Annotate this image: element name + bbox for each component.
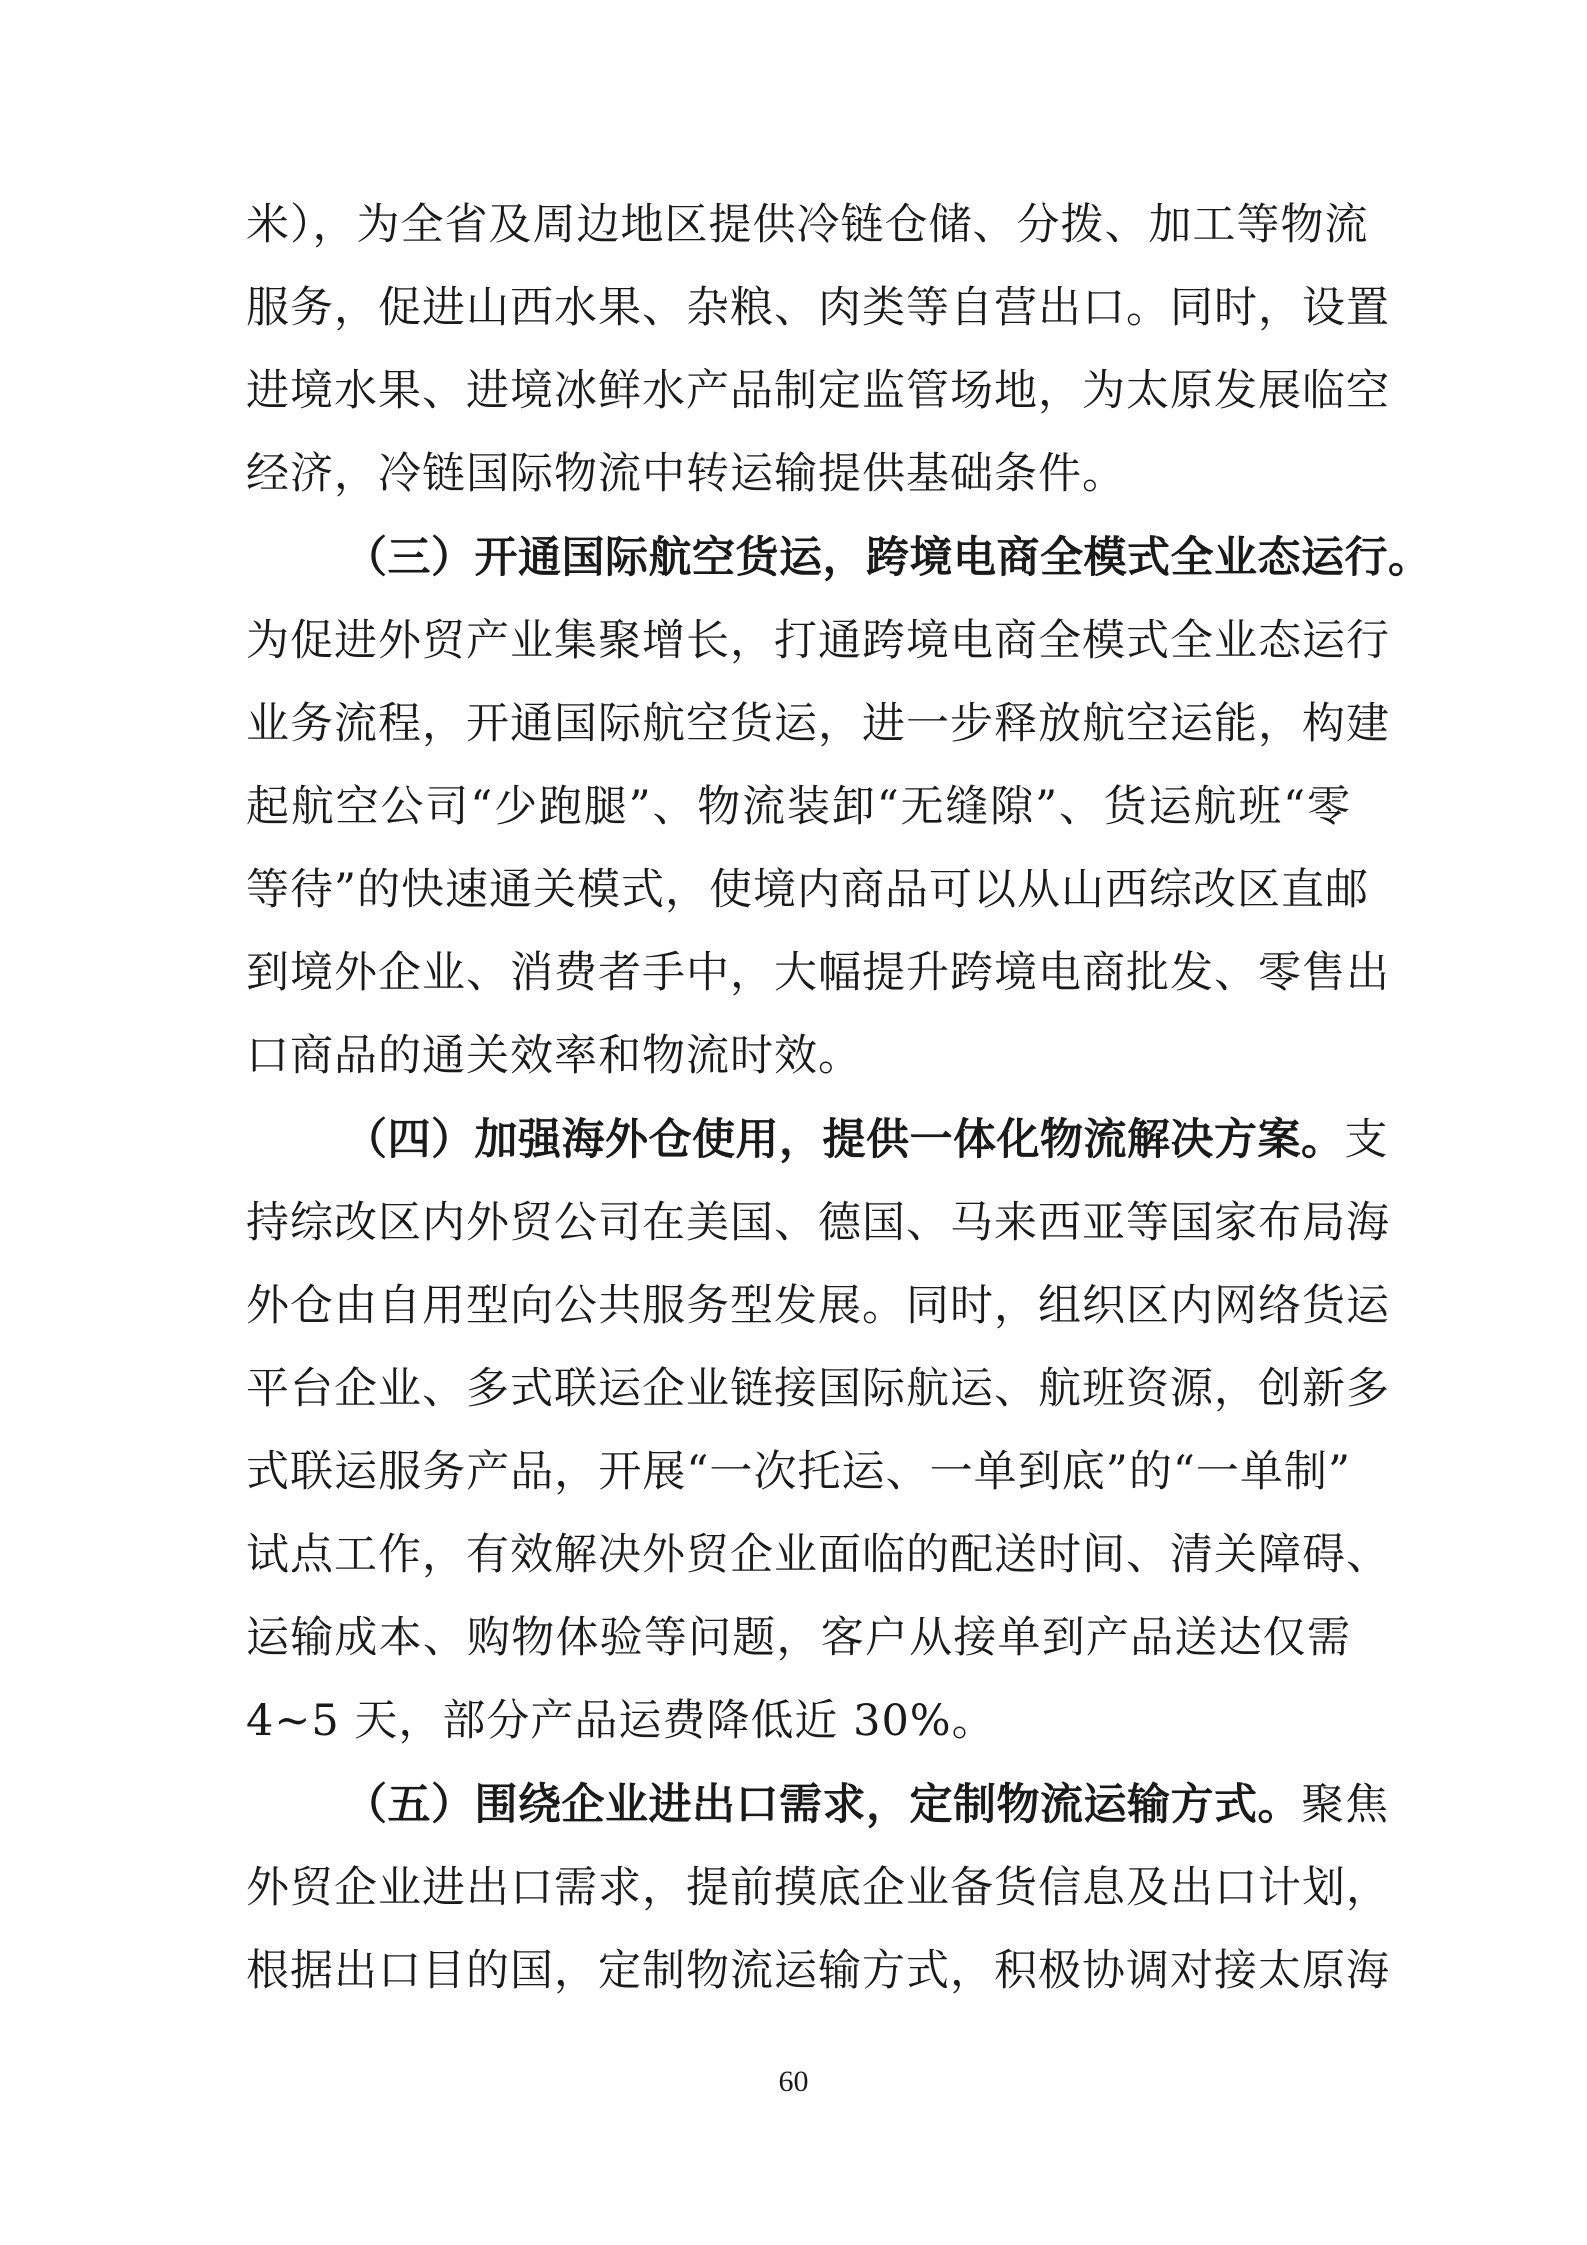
paragraph-line: 根据出口目的国，定制物流运输方式，积极协调对接太原海 [246, 1946, 1390, 1996]
paragraph-line: 经济，冷链国际物流中转运输提供基础条件。 [246, 449, 1126, 499]
paragraph-line: 式联运服务产品，开展“一次托运、一单到底”的“一单制” [246, 1447, 1351, 1497]
section-4-first-line [344, 1100, 1389, 1180]
paragraph-line: 为促进外贸产业集聚增长，打通跨境电商全模式全业态运行 [246, 616, 1390, 666]
paragraph-line: 运输成本、购物体验等问题，客户从接单到产品送达仅需 [246, 1613, 1351, 1663]
paragraph-text: 聚焦 [1301, 1780, 1389, 1830]
paragraph-line: 等待”的快速通关模式，使境内商品可以从山西综改区直邮 [246, 865, 1369, 915]
paragraph-line: 口商品的通关效率和物流时效。 [246, 1031, 862, 1081]
section-5-first-line [344, 1765, 1389, 1845]
section-heading-5: （五）围绕企业进出口需求，定制物流运输方式。 [344, 1780, 1301, 1830]
paragraph-line: 4~5 天，部分产品运费降低近 30%。 [246, 1696, 996, 1746]
paragraph-line: 试点工作，有效解决外贸企业面临的配送时间、清关障碍、 [246, 1530, 1390, 1580]
section-heading-3: （三）开通国际航空货运，跨境电商全模式全业态运行。 [344, 533, 1432, 583]
paragraph-line: 米），为全省及周边地区提供冷链仓储、分拨、加工等物流 [246, 200, 1369, 250]
paragraph-line: 业务流程，开通国际航空货运，进一步释放航空运能，构建 [246, 699, 1390, 749]
page-number: 60 [778, 2065, 809, 2098]
paragraph-line: 外仓由自用型向公共服务型发展。同时，组织区内网络货运 [246, 1281, 1390, 1331]
paragraph-line: 服务，促进山西水果、杂粮、肉类等自营出口。同时，设置 [246, 283, 1390, 333]
paragraph-line: 起航空公司“少跑腿”、物流装卸“无缝隙”、货运航班“零 [246, 782, 1351, 832]
paragraph-line: 平台企业、多式联运企业链接国际航运、航班资源，创新多 [246, 1364, 1390, 1414]
paragraph-line: 进境水果、进境冰鲜水产品制定监管场地，为太原发展临空 [246, 366, 1390, 416]
paragraph-line: 持综改区内外贸公司在美国、德国、马来西亚等国家布局海 [246, 1198, 1390, 1248]
paragraph-line: 到境外企业、消费者手中，大幅提升跨境电商批发、零售出 [246, 948, 1390, 998]
paragraph-line: 外贸企业进出口需求，提前摸底企业备货信息及出口计划， [246, 1863, 1390, 1913]
paragraph-text: 支 [1344, 1115, 1389, 1165]
section-heading-4: （四）加强海外仓使用，提供一体化物流解决方案。 [344, 1115, 1345, 1165]
